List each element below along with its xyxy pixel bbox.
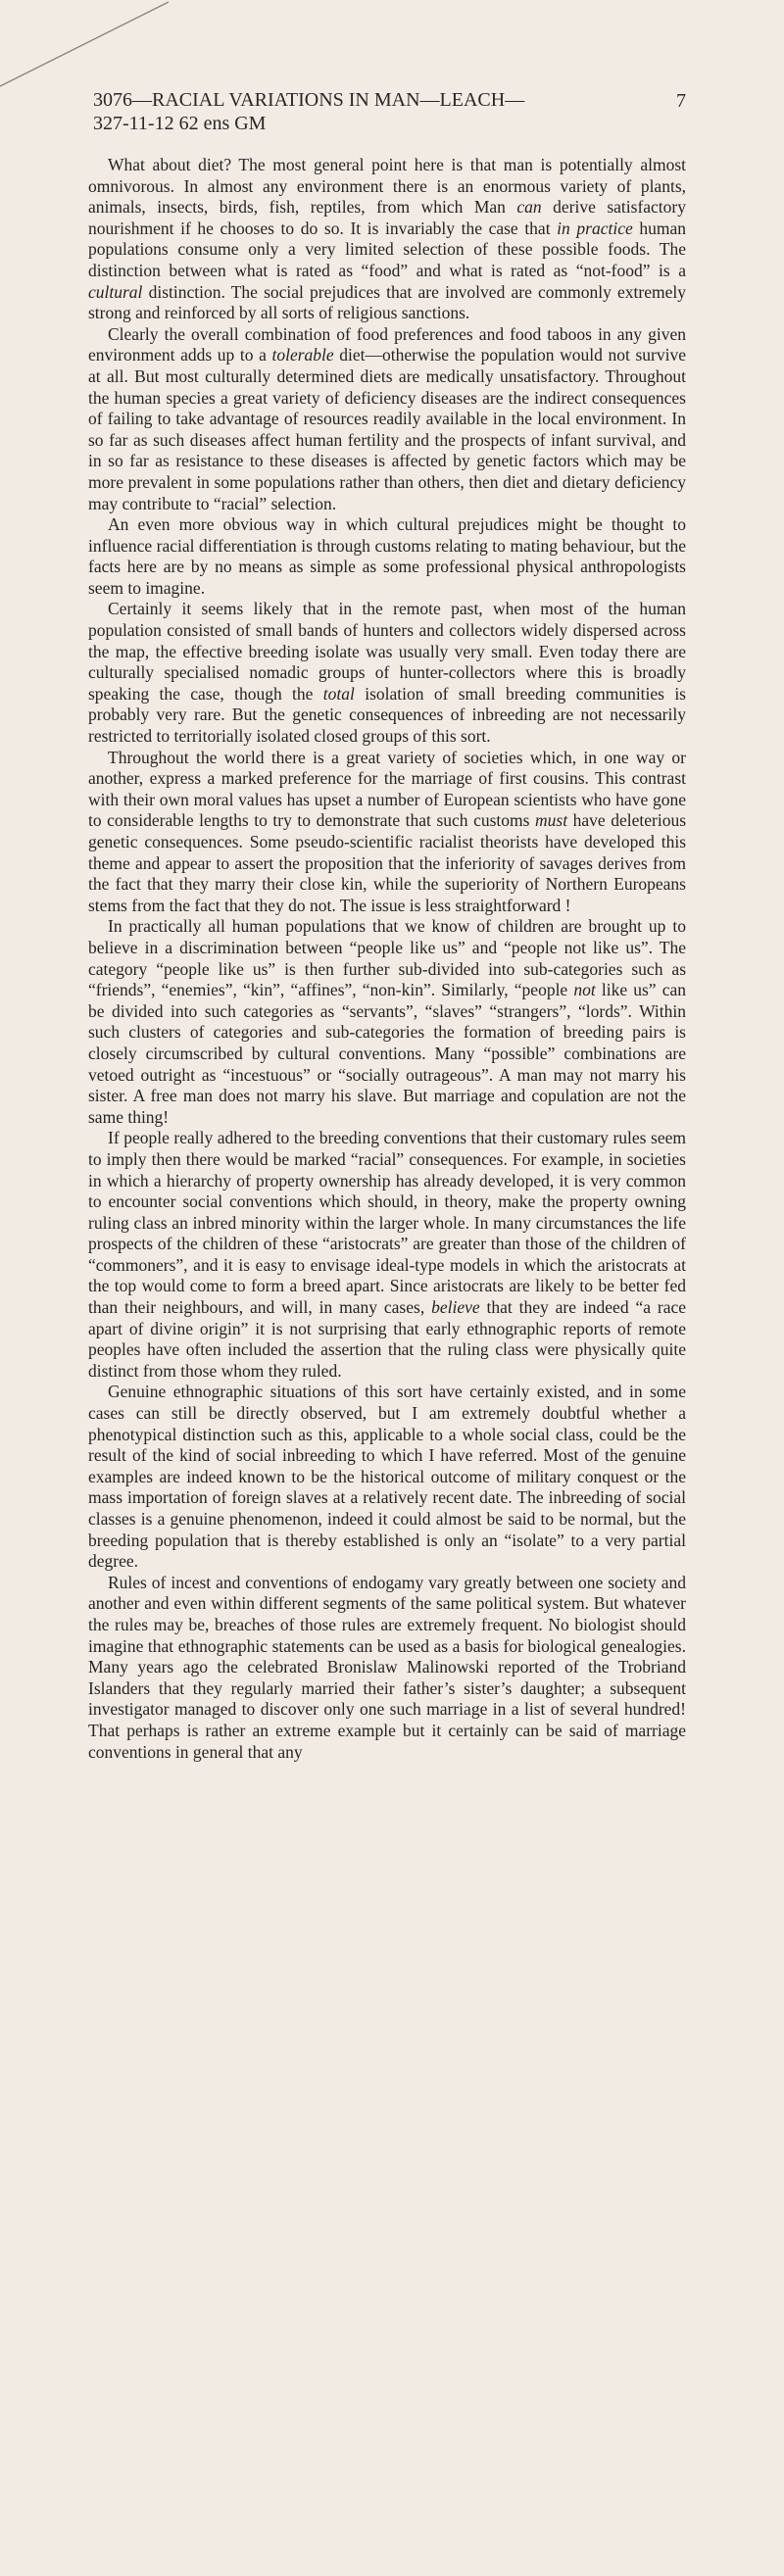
header-typesetting-code: 327-11-12 62 ens GM [93, 113, 267, 134]
paragraph [88, 1382, 686, 1572]
italic-text: total [322, 683, 355, 704]
italic-text: can [516, 197, 542, 218]
running-header [93, 88, 691, 135]
italic-text: must [535, 810, 568, 831]
paragraph [88, 514, 686, 599]
paragraph-text: Genuine ethnographic situations of this sort have certainly existed, and in some cases can still be directly observed, but I am extremely doubtful whether a phenotypical distinction such as this, applicable to a whole social class, could be the result of the kind of social inbreeding to which I have referred. Most of the genuine examples are indeed known to be the historical outcome of military conquest or the mass importation of foreign slaves at a relatively recent date. The inbreeding of social classes is a genuine phenomenon, indeed it could almost be said to be normal, but the breeding population that is thereby established is only an “isolate” to a very partial degree. [88, 1382, 686, 1572]
paragraph-text: Certainly it seems likely that in the remote past, when most of the human population consisted of small bands of hunters and collectors widely dispersed across the map, the effective breeding isolate was usually very small. Even today there are culturally specialised nomadic groups of hunter-collectors where this is broadly speaking the case, though the [88, 599, 686, 704]
paragraph [88, 1573, 686, 1763]
corner-crop-mark [0, 0, 176, 93]
paragraph-text: What about diet? The most general point here is that man is potentially almost omnivorous. In almost any environment there is an enormous variety of plants, animals, insects, birds, fish, reptiles, from which Man [88, 155, 686, 218]
paragraph [88, 155, 686, 324]
italic-text: cultural [88, 281, 143, 302]
paragraph-text: distinction. The social prejudices that are involved are commonly extremely strong and reinforced by all sorts of religious sanctions. [88, 281, 686, 323]
italic-text: tolerable [271, 345, 334, 365]
paragraph [88, 324, 686, 514]
paragraph-text: Throughout the world there is a great variety of societies which, in one way or another, express a marked preference for the marriage of first cousins. This contrast with their own moral values has upset a number of European scientists who have gone to considerable lengths to try to demonstrate that such customs [88, 747, 686, 831]
paragraph-text: isolation of small breeding communities is probably very rare. But the genetic consequences of inbreeding are not necessarily restricted to territorially isolated closed groups of this sort. [88, 683, 686, 747]
paragraph-text: have deleterious genetic consequences. Some pseudo-scientific racialist theorists have developed this theme and appear to assert the proposition that the inferiority of savages derives from the fact that they marry their close kin, while the superiority of Northern Europeans stems from the fact that they do not. The issue is less straightforward ! [88, 810, 686, 915]
paragraph-text: Clearly the overall combination of food preferences and food taboos in any given environment adds up to a [88, 323, 686, 365]
paragraph-text: derive satisfactory nourishment if he chooses to do so. It is invariably the case that [88, 197, 686, 238]
paragraph-text: Rules of incest and conventions of endogamy vary greatly between one society and another and even within different segments of the same political system. But whatever the rules may be, breaches of those rules are extremely frequent. No biologist should imagine that ethnographic statements can be used as a basis for biological genealogies. Many years ago the celebrated Bronislaw Malinowski reported of the Trobriand Islanders that they regularly married their father’s sister’s daughter; a subsequent investigator managed to discover only one such marriage in a list of several hundred! That perhaps is rather an extreme example but it certainly can be said of marriage conventions in general that any [88, 1572, 686, 1762]
paragraph-text: If people really adhered to the breeding conventions that their customary rules seem to imply then there would be marked “racial” consequences. For example, in societies in which a hierarchy of property ownership has already developed, it is very common to encounter social conventions which should, in theory, make the property owning ruling class an inbred minority within the larger whole. In many circumstances the life prospects of the children of these “aristocrats” are greater than those of the children of “commoners”, and it is easy to envisage ideal-type models in which the aristocrats at the top would come to form a breed apart. Since aristocrats are likely to be better fed than their neighbours, and will, in many cases, [88, 1128, 686, 1318]
paragraph-text: that they are indeed “a race apart of divine origin” it is not surprising that early ethnographic reports of remote peoples have often included the assertion that the ruling class were physically quite distinct from those whom they ruled. [88, 1297, 687, 1381]
article-body [88, 155, 686, 1763]
italic-text: in practice [557, 218, 633, 238]
paragraph-text: like us” can be divided into such categories as “servants”, “slaves” “strangers”, “lords”. Within such clusters of categories and sub-categories the formation of breeding pairs is closely circumscribed by cultural conventions. Many “possible” combinations are vetoed outright as “incestuous” or “socially outrageous”. A man may not marry his sister. A free man does not marry his slave. But marriage and copulation are not the same thing! [88, 980, 686, 1127]
paragraph [88, 1128, 686, 1382]
paragraph [88, 599, 686, 747]
italic-text: not [573, 980, 596, 1000]
paragraph-text: In practically all human populations that we know of children are brought up to believe in a discrimination between “people like us” and “people not like us”. The category “people like us” is then further sub-divided into sub-categories such as “friends”, “enemies”, “kin”, “affines”, “non-kin”. Similarly, “people [88, 916, 686, 1000]
paragraph-text: An even more obvious way in which cultural prejudices might be thought to influence racial differentiation is through customs relating to mating behaviour, but the facts here are by no means as simple as some professional physical anthropologists seem to imagine. [88, 514, 686, 598]
paragraph [88, 748, 686, 917]
paragraph-text: human populations consume only a very limited selection of these possible foods. The distinction between what is rated as “food” and what is rated as “not-food” is a [88, 218, 686, 280]
header-title: 3076—RACIAL VARIATIONS IN MAN—LEACH— [93, 89, 525, 111]
italic-text: believe [431, 1297, 480, 1318]
page-number: 7 [676, 90, 686, 112]
paragraph-text: diet—otherwise the population would not survive at all. But most culturally determined diets are medically unsatisfactory. Throughout the human species a great variety of deficiency diseases are the indirect consequences of failing to take advantage of resources readily available in the local environment. In so far as such diseases affect human fertility and the prospects of infant survival, and in so far as resistance to these diseases is affected by genetic factors which may be more prevalent in some populations rather than others, then diet and dietary deficiency may contribute to “racial” selection. [88, 345, 687, 513]
paragraph [88, 916, 686, 1128]
